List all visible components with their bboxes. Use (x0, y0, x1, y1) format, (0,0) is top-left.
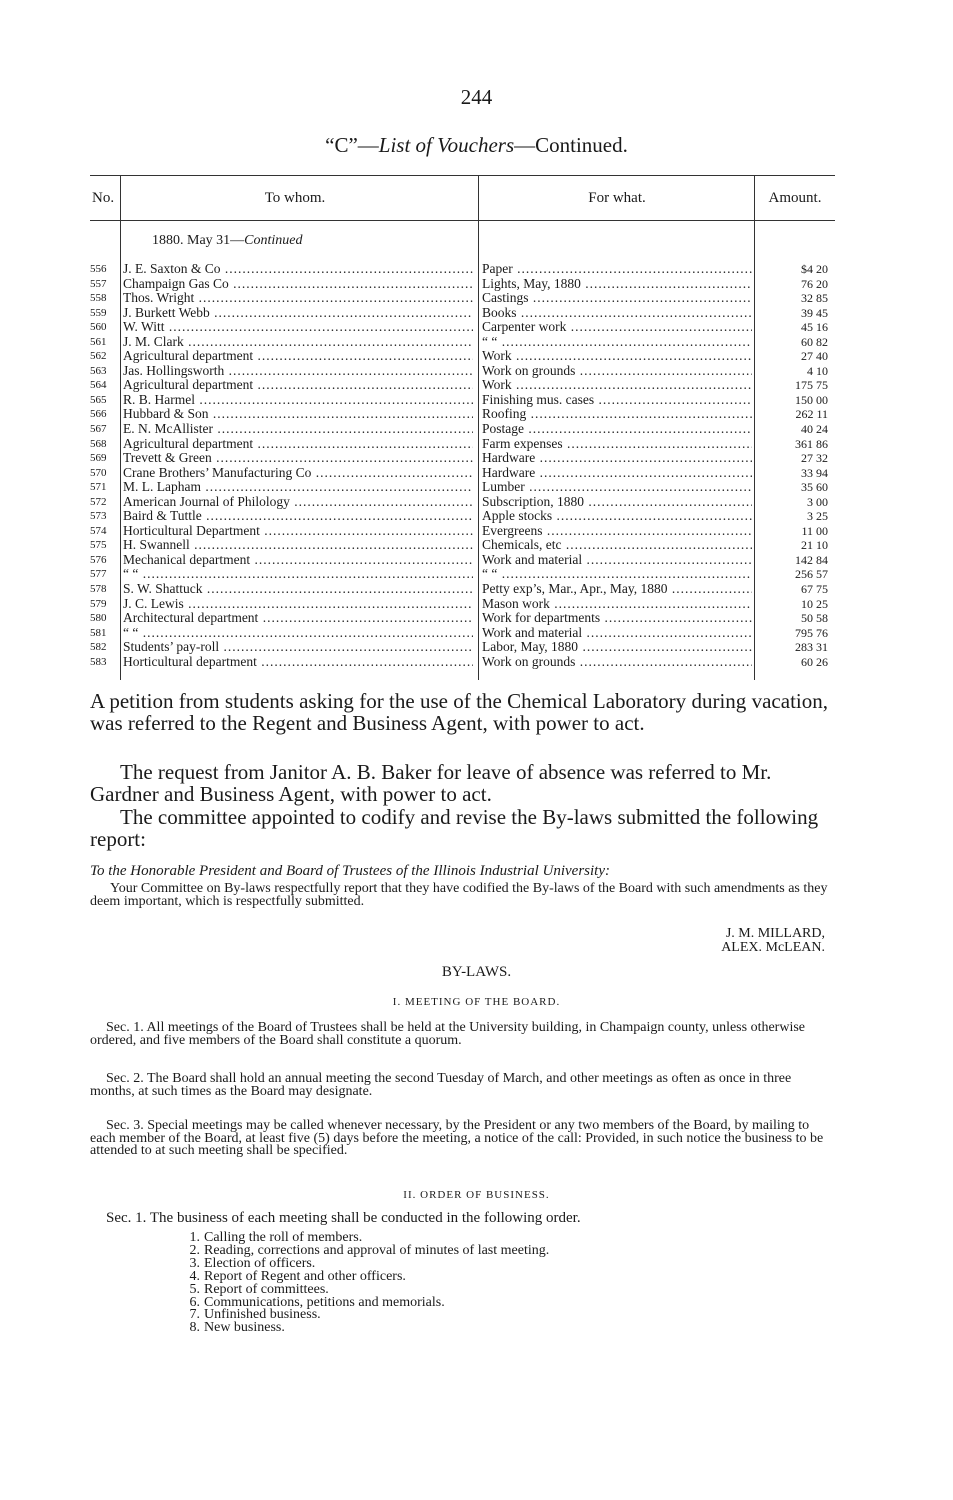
amount: $4 20 (801, 262, 828, 276)
table-row (90, 437, 835, 452)
table-top-rule (90, 175, 835, 176)
date-text: 1880. May 31— (152, 233, 245, 248)
payee: J. E. Saxton & Co ..... (123, 262, 473, 277)
amount: 21 10 (801, 538, 828, 553)
order-item-number: 1. (189, 1230, 200, 1245)
paragraph-petition: A petition from students asking for the use of the Chemical Laboratory during vacation, was referred to the Regent and Business Agent, with power to act. (90, 689, 828, 735)
order-item-text: Report of committees. (204, 1281, 329, 1297)
order-sec-1: Sec. 1. The business of each meeting shall be conducted in the following order. (106, 1210, 581, 1226)
purpose: Lumber ..... (482, 480, 752, 495)
purpose: Castings ..... (482, 291, 752, 306)
amount: 35 60 (801, 480, 828, 495)
order-item-number: 7. (189, 1307, 200, 1323)
amount: 3 25 (807, 509, 828, 524)
order-item-text: Reading, corrections and approval of minutes of last meeting. (204, 1242, 550, 1258)
payee: H. Swannell ..... (123, 538, 473, 553)
list-title-prefix: “C”— (325, 133, 379, 157)
table-row (90, 378, 835, 393)
amount: 76 20 (801, 276, 828, 291)
payee: Trevett & Green ..... (123, 451, 473, 466)
bylaw-sec-2: Sec. 2. The Board shall hold an annual meeting the second Tuesday of March, and other meetings as often as once in three months, at such times as the Board may designate. (90, 1071, 792, 1099)
payee: M. L. Lapham ..... (123, 480, 473, 495)
payee: J. M. Clark ..... (123, 335, 473, 350)
purpose: Work for departments ..... (482, 611, 752, 626)
order-item-text: Calling the roll of members. (204, 1230, 363, 1245)
voucher-number: 578 (90, 583, 107, 596)
purpose: Lights, May, 1880 ..... (482, 277, 752, 292)
purpose: Roofing ..... (482, 407, 752, 422)
payee: Agricultural department ..... (123, 437, 473, 452)
amount: 262 11 (795, 407, 828, 422)
voucher-number: 568 (90, 437, 107, 450)
voucher-number: 579 (90, 597, 107, 610)
purpose: Work ..... (482, 349, 752, 364)
purpose: Carpenter work ..... (482, 320, 752, 335)
amount: 150 00 (795, 392, 828, 407)
amount: 283 31 (795, 640, 828, 655)
table-row (90, 262, 835, 277)
table-row (90, 626, 835, 641)
amount: 361 86 (795, 436, 828, 451)
amount: 40 24 (801, 422, 828, 437)
order-of-business-list (164, 1232, 549, 1335)
voucher-number: 576 (90, 553, 107, 566)
amount: 256 57 (795, 567, 828, 582)
order-item-number: 2. (189, 1242, 200, 1258)
table-row (90, 393, 835, 408)
order-item-number: 8. (189, 1320, 200, 1336)
purpose: Paper ..... (482, 262, 752, 277)
purpose: Finishing mus. cases ..... (482, 393, 752, 408)
amount: 27 32 (801, 451, 828, 466)
table-row (90, 320, 835, 335)
table-row (90, 407, 835, 422)
signer: ALEX. McLEAN. (721, 940, 825, 955)
payee: “ “ ..... (123, 626, 473, 641)
payee: Agricultural department ..... (123, 349, 473, 364)
amount: 27 40 (801, 349, 828, 364)
order-item-number: 5. (189, 1281, 200, 1297)
bylaw-sec-1: Sec. 1. All meetings of the Board of Trustees shall be held at the University building, in Champaign county, unless otherwise ordered, and five members of the Board shall constitute a quorum. (90, 1020, 805, 1048)
order-item-number: 3. (189, 1255, 200, 1271)
payee: Horticultural Department ..... (123, 524, 473, 539)
header-to-whom: To whom. (264, 190, 326, 206)
bylaw-sec-3: Sec. 3. Special meetings may be called whenever necessary, by the President or any two members of the Board, by mailing to each member of the Board, at least five (5) days before the meeting, a notice of the call: Provided, in such notice the business to be attended to at such meeting shall be specified. (90, 1118, 824, 1158)
voucher-number: 571 (90, 481, 107, 494)
table-row (90, 597, 835, 612)
purpose: Hardware ..... (482, 466, 752, 481)
voucher-number: 574 (90, 524, 107, 537)
table-row (90, 611, 835, 626)
voucher-number: 562 (90, 350, 107, 363)
table-row (90, 495, 835, 510)
payee: S. W. Shattuck ..... (123, 582, 473, 597)
voucher-number: 557 (90, 277, 107, 290)
purpose: Petty exp’s, Mar., Apr., May, 1880 ..... (482, 582, 752, 597)
purpose: Work on grounds ..... (482, 655, 752, 670)
order-item-text: Election of officers. (204, 1255, 316, 1271)
table-row (90, 306, 835, 321)
payee: Architectural department ..... (123, 611, 473, 626)
voucher-number: 564 (90, 379, 107, 392)
table-row (90, 277, 835, 292)
table-row (90, 335, 835, 350)
table-row (90, 524, 835, 539)
table-row (90, 567, 835, 582)
payee: Hubbard & Son ..... (123, 407, 473, 422)
report-text: Your Committee on By-laws respectfully report that they have codified the By-laws of the Board with such amendments as they deem important, which is respectfully submitted. (90, 881, 828, 909)
table-row (90, 349, 835, 364)
voucher-number: 570 (90, 466, 107, 479)
payee: Baird & Tuttle ..... (123, 509, 473, 524)
purpose: Farm expenses ..... (482, 437, 752, 452)
table-row (90, 509, 835, 524)
date-continued: Continued (244, 233, 303, 248)
voucher-rows (90, 262, 835, 669)
report-signers (721, 927, 825, 955)
amount: 3 00 (807, 494, 828, 509)
payee: Mechanical department ..... (123, 553, 473, 568)
order-item-number: 4. (189, 1268, 200, 1284)
header-for-what: For what. (588, 190, 646, 206)
order-item (164, 1322, 549, 1335)
paragraph-committee-report: The committee appointed to codify and revise the By-laws submitted the following report: (90, 805, 819, 851)
payee: J. Burkett Webb ..... (123, 306, 473, 321)
table-row (90, 291, 835, 306)
payee: E. N. McAllister ..... (123, 422, 473, 437)
amount: 4 10 (807, 363, 828, 378)
voucher-number: 561 (90, 335, 107, 348)
voucher-number: 569 (90, 452, 107, 465)
voucher-number: 567 (90, 423, 107, 436)
payee: R. B. Harmel ..... (123, 393, 473, 408)
payee: American Journal of Philology ..... (123, 495, 473, 510)
table-row (90, 655, 835, 670)
list-title-suffix: —Continued. (514, 133, 628, 157)
purpose: Books ..... (482, 306, 752, 321)
order-item-text: Unfinished business. (204, 1307, 321, 1323)
voucher-number: 582 (90, 641, 107, 654)
section-heading-order: II. ORDER OF BUSINESS. (403, 1189, 550, 1201)
amount: 50 58 (801, 611, 828, 626)
table-row (90, 422, 835, 437)
purpose: Mason work ..... (482, 597, 752, 612)
voucher-number: 566 (90, 408, 107, 421)
purpose: Work on grounds ..... (482, 364, 752, 379)
purpose: Work ..... (482, 378, 752, 393)
voucher-number: 575 (90, 539, 107, 552)
amount: 11 00 (801, 523, 828, 538)
section-heading-meeting: I. MEETING OF THE BOARD. (392, 996, 561, 1008)
table-row (90, 582, 835, 597)
table-row (90, 640, 835, 655)
payee: Agricultural department ..... (123, 378, 473, 393)
payee: Horticultural department ..... (123, 655, 473, 670)
voucher-number: 559 (90, 306, 107, 319)
page-number: 244 (460, 85, 493, 109)
voucher-number: 573 (90, 510, 107, 523)
voucher-number: 572 (90, 495, 107, 508)
payee: Students’ pay-roll ..... (123, 640, 473, 655)
order-item-text: New business. (204, 1320, 285, 1336)
table-row (90, 466, 835, 481)
voucher-number: 577 (90, 568, 107, 581)
order-item-text: Communications, petitions and memorials. (204, 1294, 445, 1310)
voucher-table (90, 175, 835, 680)
amount: 142 84 (795, 552, 828, 567)
voucher-number: 556 (90, 263, 107, 275)
payee: W. Witt ..... (123, 320, 473, 335)
order-item-text: Report of Regent and other officers. (204, 1268, 406, 1284)
amount: 60 82 (801, 334, 828, 349)
purpose: “ “ ..... (482, 335, 752, 350)
voucher-number: 565 (90, 393, 107, 406)
order-item-number: 6. (189, 1294, 200, 1310)
purpose: Postage ..... (482, 422, 752, 437)
purpose: Apple stocks ..... (482, 509, 752, 524)
payee: “ “ ..... (123, 567, 473, 582)
header-no: No. (92, 190, 115, 206)
amount: 45 16 (801, 320, 828, 335)
amount: 175 75 (795, 378, 828, 393)
report-address: To the Honorable President and Board of Trustees of the Illinois Industrial University: (90, 863, 610, 879)
amount: 39 45 (801, 305, 828, 320)
signer: J. M. MILLARD, (725, 926, 825, 941)
payee: Thos. Wright ..... (123, 291, 473, 306)
purpose: “ “ ..... (482, 567, 752, 582)
table-row (90, 451, 835, 466)
payee: Champaign Gas Co ..... (123, 277, 473, 292)
voucher-number: 558 (90, 292, 107, 305)
purpose: Chemicals, etc ..... (482, 538, 752, 553)
table-row (90, 364, 835, 379)
purpose: Labor, May, 1880 ..... (482, 640, 752, 655)
purpose: Work and material ..... (482, 626, 752, 641)
purpose: Subscription, 1880 ..... (482, 495, 752, 510)
purpose: Evergreens ..... (482, 524, 752, 539)
bylaws-title: BY-LAWS. (441, 964, 512, 980)
purpose: Hardware ..... (482, 451, 752, 466)
table-row (90, 480, 835, 495)
voucher-number: 563 (90, 364, 107, 377)
amount: 67 75 (801, 582, 828, 597)
amount: 32 85 (801, 291, 828, 306)
voucher-number: 560 (90, 321, 107, 334)
table-row (90, 538, 835, 553)
table-header-rule (90, 220, 835, 221)
table-row (90, 553, 835, 568)
list-title (0, 133, 953, 158)
payee: Jas. Hollingsworth ..... (123, 364, 473, 379)
amount: 33 94 (801, 465, 828, 480)
header-amount: Amount. (768, 190, 822, 206)
purpose: Work and material ..... (482, 553, 752, 568)
amount: 60 26 (801, 654, 828, 669)
date-line (152, 233, 303, 249)
payee: Crane Brothers’ Manufacturing Co ..... (123, 466, 473, 481)
voucher-number: 581 (90, 626, 107, 639)
amount: 10 25 (801, 596, 828, 611)
amount: 795 76 (795, 625, 828, 640)
voucher-number: 583 (90, 655, 107, 668)
list-title-italic: List of Vouchers (378, 133, 515, 157)
payee: J. C. Lewis ..... (123, 597, 473, 612)
voucher-number: 580 (90, 612, 107, 625)
paragraph-janitor-request: The request from Janitor A. B. Baker for leave of absence was referred to Mr. Gardner and Business Agent, with power to act. (90, 760, 772, 806)
